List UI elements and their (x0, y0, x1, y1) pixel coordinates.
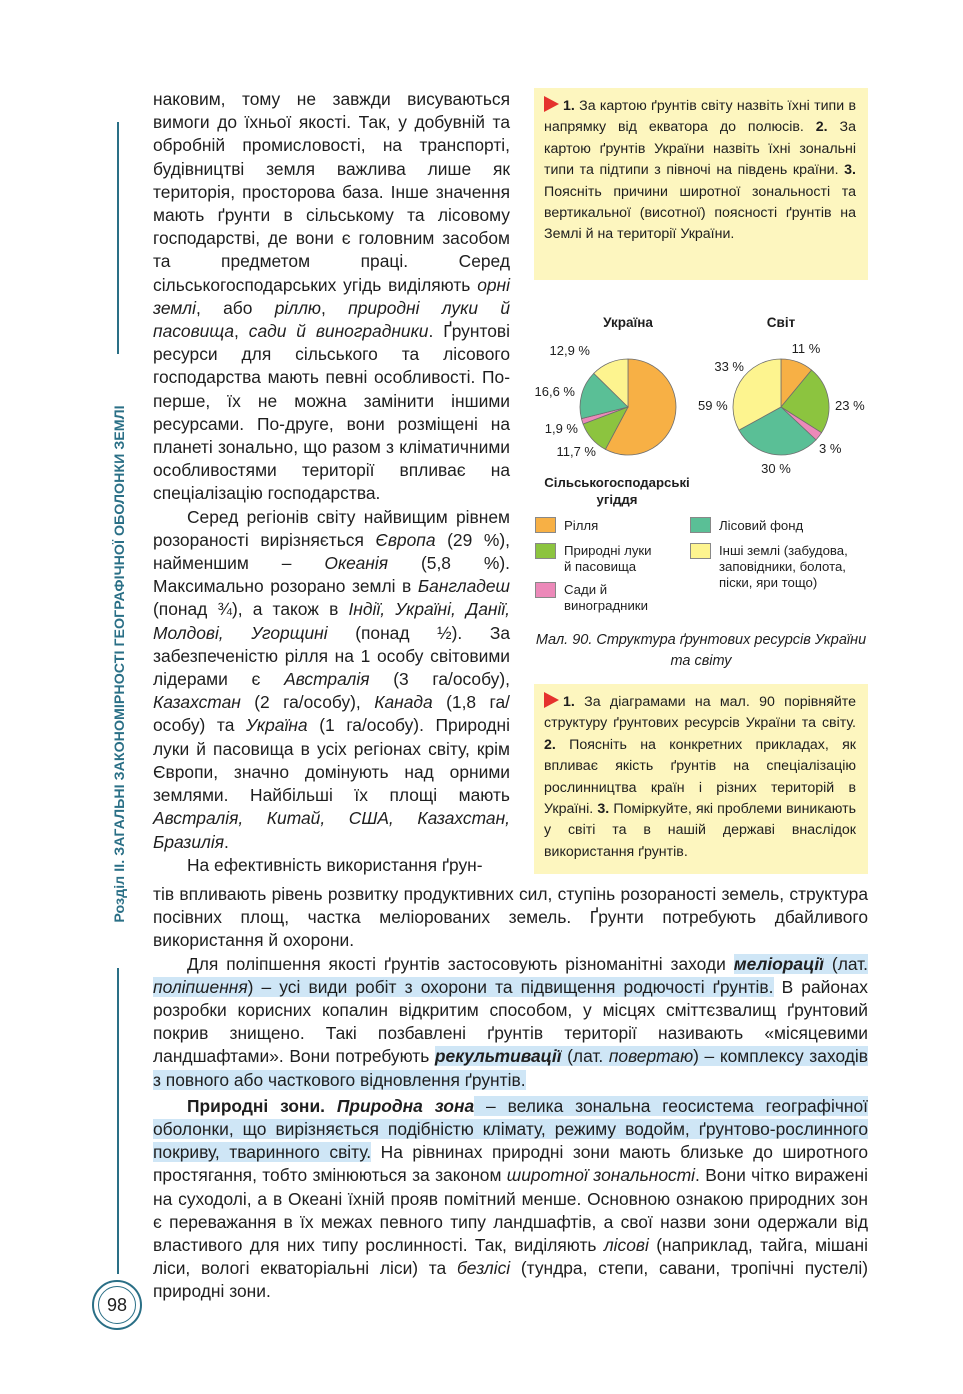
data-label: 11 % (791, 341, 821, 356)
paragraph-3-continued: тів впливають рівень розвитку продуктивних сил, ступінь розораності земель, структура посівних площ, частка меліорованих земель. Ґрунти потребують дбайливого використання й охорони. (153, 884, 868, 951)
legend-title: Сільськогосподарські угіддя (544, 475, 690, 507)
text-run: , або (195, 297, 275, 318)
term: Бангладеш (417, 576, 510, 597)
text-run: (лат. (823, 953, 868, 974)
term: широтної зональності (506, 1165, 696, 1186)
red-triangle-icon (544, 96, 559, 112)
text-run: (понад ¾), а також в (153, 599, 349, 620)
text-run: . Вони чітко виражені на суходолі, а в Океані їхній прояв помітний менше. Основною ознакою природних зон є переважання в їх межах певного типу ландшафтів, а свої назви зони одержали від властивого для них типу рослинності. Так, виділяють (153, 1165, 868, 1256)
text-run: На рівнинах природні зони мають близьке до широтного простягання, тобто змінюються за законом (153, 1142, 869, 1186)
sidebar-line-top (117, 122, 119, 354)
data-label: 30 % (761, 461, 791, 476)
question-text: За діаграмами на мал. 90 порівняйте структуру ґрунтових ресурсів України та світу. (544, 694, 856, 732)
term: орні землі (153, 274, 510, 318)
text-run (325, 1096, 337, 1116)
pie-title: Світ (766, 315, 796, 330)
text-run: наковим, тому не завжди висуваються вимоги до їхньої якості. Так, у добувній та обробній промисловості, на транспорті, будівництві земля важлива лише як територія, просторова база. Інше значення мають ґрунти в сільському та лісовому господарстві, де вони є головним засобом та предметом праці. Серед сільськогосподарських угідь виділяють (153, 89, 510, 295)
paragraph-5 (153, 1095, 868, 1304)
question-number: 3. (597, 801, 610, 818)
legend-line: Рілля (564, 518, 599, 533)
data-label: 12,9 % (549, 343, 590, 358)
question-text: Поясніть причини широтної зональності та вертикальної (висотної) поясності ґрунтів на Землі й на території України. (544, 183, 856, 243)
term: природні луки й пасовища (153, 297, 510, 342)
term: Казахстан (153, 692, 241, 713)
paragraph-4 (153, 953, 868, 1092)
text-run: Серед регіонів світу найвищим рівнем розораності вирізняється (153, 506, 510, 550)
legend-line: піски, яри тощо) (719, 575, 818, 590)
text-run: (2 га/особу), (240, 692, 375, 713)
question-text: За картою ґрунтів світу назвіть їхні типи в напрямку від екватора до полюсів. (544, 98, 856, 136)
sidebar-line-bottom (117, 968, 119, 1274)
page-number-badge (92, 1280, 142, 1330)
legend-swatch-orchards (535, 582, 556, 598)
paragraph-1 (153, 88, 510, 506)
data-label: 16,6 % (534, 384, 575, 399)
legend-line: й пасовища (564, 559, 637, 574)
legend-line: заповідники, болота, (719, 559, 846, 574)
term-bold: рекультивації (434, 1046, 562, 1067)
legend-label-forest (719, 518, 803, 534)
text-run: (5,8 %). Максимально розорано землі в (153, 553, 510, 597)
legend-line: Природні луки (564, 543, 652, 558)
question-box-1 (534, 88, 868, 280)
legend-line: Сади й (564, 582, 608, 597)
question-text: За картою ґрунтів України назвіть їхні зональні типи та підтипи з півночі на південь країни. (544, 119, 856, 179)
text-run: (наприклад, тайга, мішані ліси, вологі екваторіальні ліси) та (153, 1235, 869, 1279)
term: лісові (603, 1235, 649, 1256)
text-run: . (224, 831, 229, 852)
paragraph-3-start: На ефективність використання ґрун- (187, 854, 483, 875)
highlighted-definition: – велика зональна геосистема географічної оболонки, що вирізняється подібністю клімату, режиму водойм, ґрунтово-рослинного покриву, тваринного світу. (153, 1095, 868, 1163)
term-bold: Природна зона (336, 1095, 475, 1116)
data-label: 23 % (835, 398, 865, 413)
figure-caption: Мал. 90. Структура ґрунтових ресурсів України та світу (535, 632, 867, 669)
left-column-text (153, 88, 510, 877)
data-label: 11,7 % (556, 444, 596, 459)
question-text: Поясніть на конкретних прикладах, як впливає якість ґрунтів на спеціалізацію рослинництва країн і різних територій в Україні. (544, 736, 856, 818)
legend-swatch-arable (535, 517, 556, 533)
question-number: 3. (844, 162, 856, 179)
text-run: (тундра, степи, савани, тропічні пустелі) природні зони. (153, 1258, 868, 1302)
data-label: 1,9 % (544, 421, 578, 436)
term: Європа (375, 529, 436, 550)
term: Індії, Україні, Данії, Молдові, Угорщині (153, 599, 510, 643)
text-run: (3 га/особу), (369, 669, 510, 690)
legend-label-arable (564, 518, 598, 534)
term: Канада (374, 692, 433, 713)
question-number: 1. (563, 98, 575, 114)
term-bold: меліорації (733, 953, 824, 974)
legend-label-orchards (564, 582, 648, 614)
section-title-vertical: Розділ ІІ. ЗАГАЛЬНІ ЗАКОНОМІРНОСТІ ГЕОГРАФІЧНОЇ ОБОЛОНКИ ЗЕМЛІ (112, 405, 128, 923)
question-number: 1. (563, 694, 575, 710)
red-triangle-icon (544, 692, 559, 708)
legend-swatch-other (690, 543, 711, 559)
text-run: Для поліпшення якості ґрунтів застосовують різноманітні заходи (187, 953, 734, 974)
text-run: (1,8 га/особу) та (153, 692, 510, 736)
text-run: ) – комплексу заходів з повного або часткового відновлення ґрунтів. (153, 1046, 868, 1090)
legend-line: виноградники (564, 598, 648, 613)
term: ріллю (274, 297, 321, 318)
text-run: , (234, 321, 249, 342)
text-run: . Ґрунтові ресурси для сільського та лісового господарства мають певні особливості. По-перше, їх не можна замінити іншими ресурсами. По-друге, вони розміщені на планеті зонально, що разом з кліматичними особливостями території впливає на спеціалізацію господарства. (153, 321, 511, 504)
term: Австралія, Китай, США, Казахстан, Бразилія (153, 808, 510, 852)
data-label: 3 % (819, 441, 842, 456)
question-number: 2. (815, 119, 828, 136)
legend-line: Інші землі (забудова, (719, 543, 848, 558)
text-run: В районах розробки корисних копалин відкритим способом, у місцях сміттєзвалищ ґрунтовий покрив знищено. Такі позбавлені ґрунтів території називають «місяцевими ландшафтами». Вони потребують (153, 976, 869, 1067)
term: повертаю (608, 1046, 694, 1067)
pie-charts (530, 300, 875, 490)
term: Океанія (324, 553, 389, 574)
full-width-text (153, 883, 868, 1304)
question-text: Поміркуйте, які проблеми виникають у світі та в нашій державі внаслідок використання ґрунтів. (544, 801, 856, 860)
term: безлісі (456, 1258, 511, 1279)
term: сади й виноградники (248, 321, 429, 342)
subheading: Природні зони. (187, 1095, 325, 1116)
term: Австралія (284, 669, 370, 690)
page-number: 98 (98, 1286, 136, 1324)
term: Україна (246, 715, 308, 736)
question-box-2 (534, 684, 868, 874)
text-run: , (321, 297, 349, 318)
text-run: (лат. (561, 1046, 609, 1067)
legend-swatch-forest (690, 517, 711, 533)
text-run: (1 га/особу). Природні луки й пасовища в усіх регіонах світу, крім Європи, значно домінують над орними землями. Найбільші їх площі мають (153, 715, 510, 806)
paragraph-2 (153, 506, 510, 854)
legend-label-other (719, 543, 848, 591)
text-run: (29 %), найменшим – (153, 529, 511, 574)
legend-swatch-meadows (535, 543, 556, 559)
text-run: (понад ½). За забезпеченістю рілля на 1 особу світовими лідерами є (153, 622, 510, 690)
data-label: 59 % (698, 398, 728, 413)
question-number: 2. (544, 736, 556, 753)
text-run: ) – усі види робіт з охорони та підвищення родючості ґрунтів. (247, 976, 774, 997)
pie-title: Україна (603, 315, 653, 330)
legend-line: Лісовий фонд (719, 518, 804, 533)
term: поліпшення (153, 976, 248, 997)
data-label: 33 % (714, 359, 744, 374)
legend-label-meadows (564, 543, 652, 575)
